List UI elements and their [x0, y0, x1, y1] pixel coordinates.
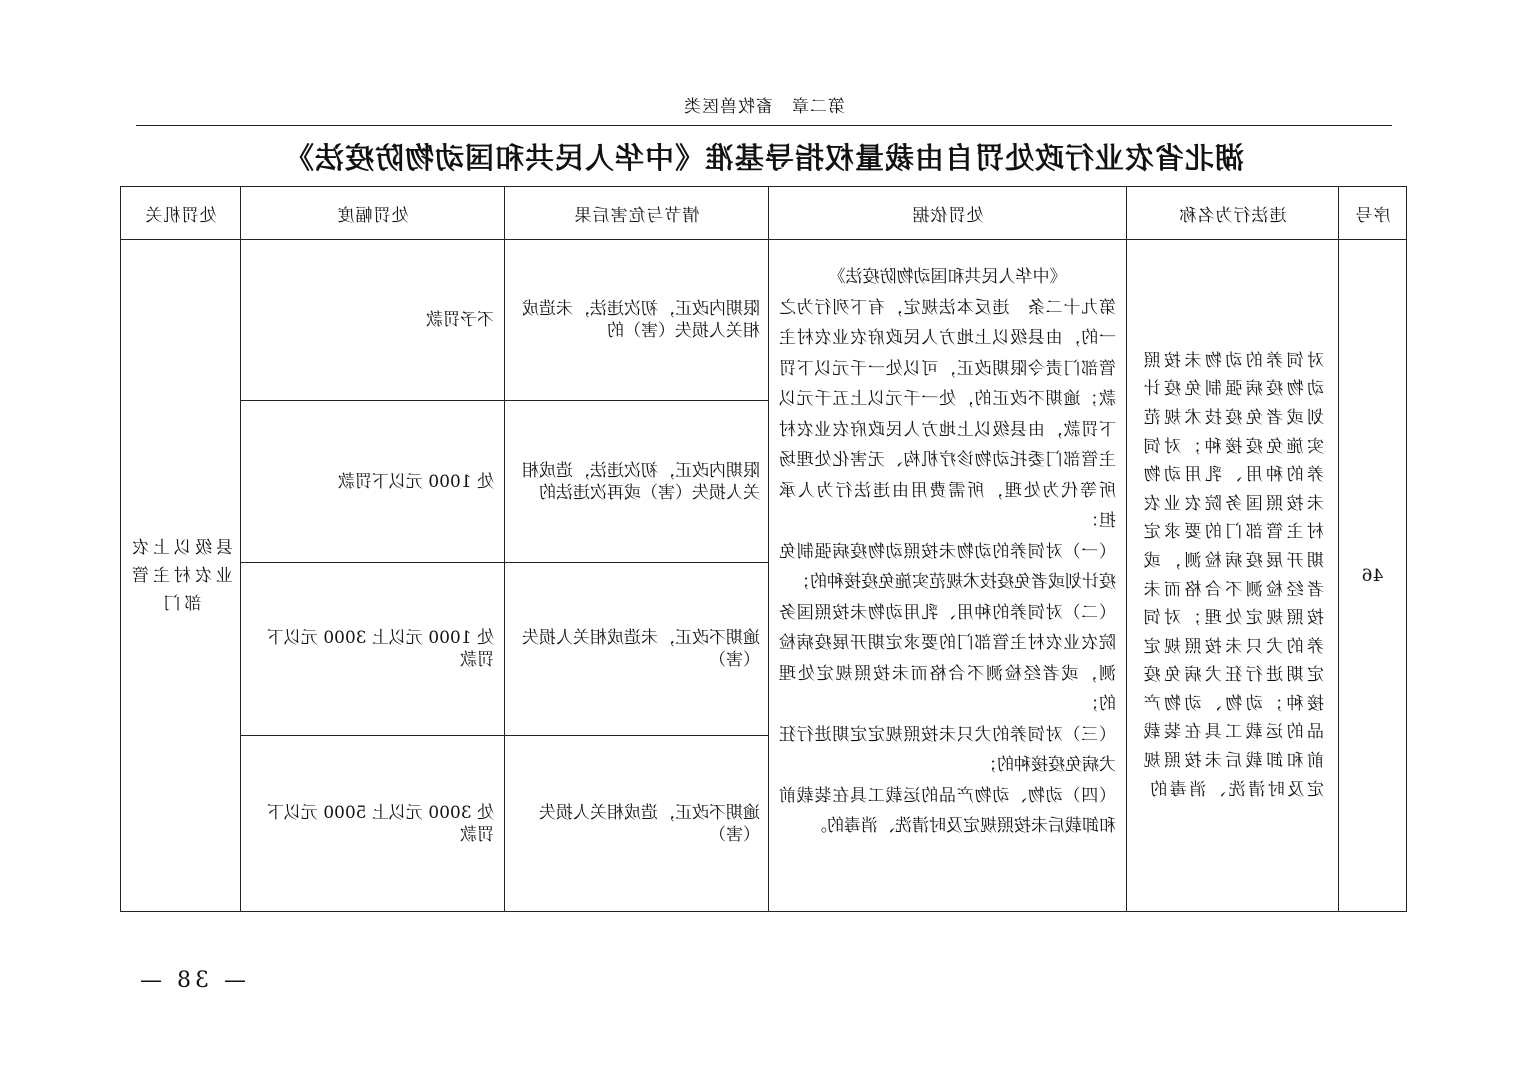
basis-cell: [769, 240, 1127, 912]
basis-item: （三）对饲养的犬只未按照规定定期进行狂犬病免疫接种的；: [779, 724, 1116, 775]
violation-cell: 对饲养的动物未按照动物疫病强制免疫计划或者免疫技术规范实施免疫接种；对饲养的种用、乳用动物未按照国务院农业农村主管部门的要求定期开展疫病检测，或者经检测不合格而未按照规定处理；对饲养的犬只未按照规定定期进行狂犬病免疫接种；动物、动物产品的运载工具在装载前和卸载后未按照规定及时清洗、消毒的: [1127, 240, 1339, 912]
header-basis: 处罚依据: [769, 187, 1127, 240]
range-cell: 处 1000 元以下罚款: [241, 401, 505, 563]
header-seq: 序号: [1339, 187, 1407, 240]
authority-cell: 县级以上农业农村主管部门: [121, 240, 241, 912]
table-header-row: [121, 187, 1407, 240]
circumstance-cell: 限期内改正，初次违法，未造成相关人损失（害）的: [505, 240, 769, 401]
table-row: [121, 240, 1407, 401]
basis-law-title: 《中华人民共和国动物防疫法》: [828, 267, 1067, 287]
running-header: 第二章 畜牧兽医类: [683, 97, 845, 117]
basis-article: 第九十二条 违反本法规定，有下列行为之一的，由县级以上地方人民政府农业农村主管部门责令限期改正，可以处一千元以下罚款；逾期不改正的，处一千元以上五千元以下罚款，由县级以上地方人民政府农业农村主管部门委托动物诊疗机构、无害化处理场所等代为处理，所需费用由违法行为人承担：: [779, 297, 1116, 531]
basis-item: （二）对饲养的种用、乳用动物未按照国务院农业农村主管部门的要求定期开展疫病检测，或者经检测不合格而未按照规定处理的；: [779, 602, 1116, 714]
range-cell: 处 3000 元以上 5000 元以下罚款: [241, 736, 505, 912]
basis-item: （四）动物、动物产品的运载工具在装载前和卸载后未按照规定及时清洗、消毒的。: [779, 785, 1116, 836]
circumstance-cell: 逾期不改正，未造成相关人损失（害）: [505, 563, 769, 736]
range-cell: 不予罚款: [241, 240, 505, 401]
header-violation: 违法行为名称: [1127, 187, 1339, 240]
seq-cell: 46: [1339, 240, 1407, 912]
header-rule: [136, 125, 1392, 126]
page-number: — 38 —: [136, 968, 246, 993]
header-circumstance: 情节与危害后果: [505, 187, 769, 240]
header-range: 处罚幅度: [241, 187, 505, 240]
penalty-table: [120, 186, 1407, 912]
document-title: 湖北省农业行政处罚自由裁量权指导基准《中华人民共和国动物防疫法》: [284, 141, 1245, 175]
circumstance-cell: 逾期不改正，造成相关人损失（害）: [505, 736, 769, 912]
range-cell: 处 1000 元以上 3000 元以下罚款: [241, 563, 505, 736]
circumstance-cell: 限期内改正，初次违法，造成相关人损失（害）或再次违法的: [505, 401, 769, 563]
header-authority: 处罚机关: [121, 187, 241, 240]
basis-item: （一）对饲养的动物未按照动物疫病强制免疫计划或者免疫技术规范实施免疫接种的；: [779, 541, 1116, 592]
